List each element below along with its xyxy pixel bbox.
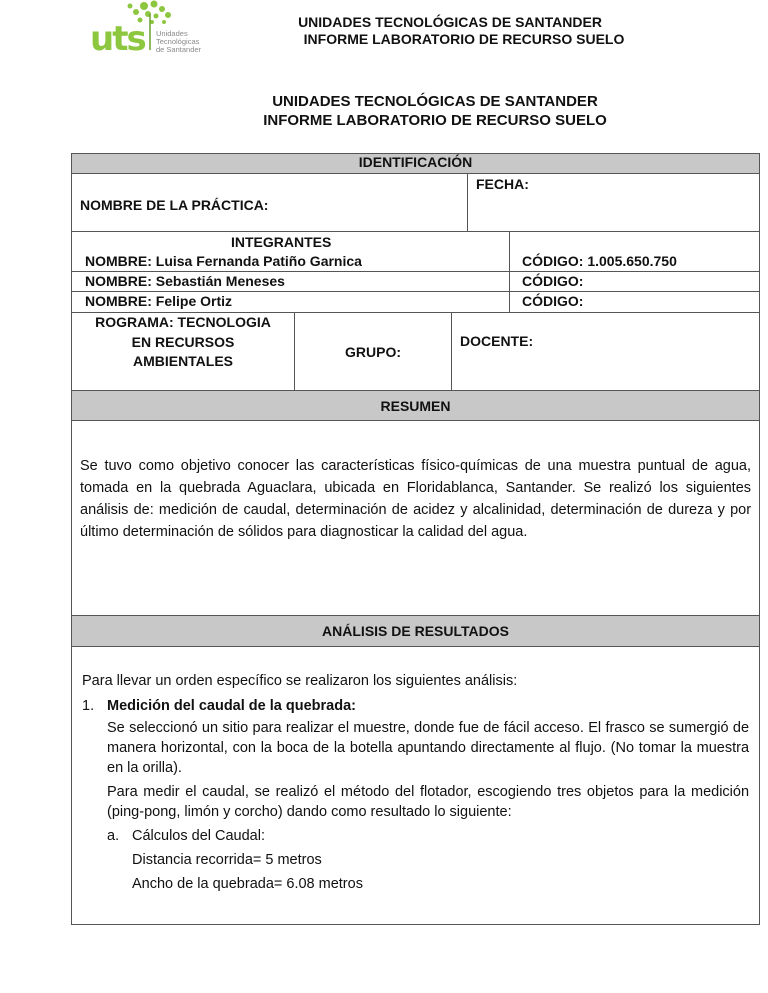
member-name-1: NOMBRE: Luisa Fernanda Patiño Garnica [85, 253, 362, 269]
analisis-heading: ANÁLISIS DE RESULTADOS [72, 616, 760, 647]
member-code-3: CÓDIGO: [510, 292, 760, 313]
member-name-2: NOMBRE: Sebastián Meneses [72, 272, 510, 292]
item-1-para-2: Para medir el caudal, se realizó el método del flotador, escogiendo tres objetos para la medición (ping-pong, limón y corcho) dando como resultado lo siguiente: [107, 784, 750, 820]
page-header [270, 14, 630, 48]
uts-logo [84, 0, 210, 62]
item-1-para-1: Se seleccionó un sitio para realizar el muestre, donde fue de fácil acceso. El frasco se sumergió de manera horizontal, con la boca de la botella apuntando directamente al flujo. (No tomar la muestra en la orilla). [107, 720, 750, 776]
sub-item-a-letter: a. [107, 828, 120, 844]
grupo-label: GRUPO: [295, 313, 452, 391]
programa-label: ROGRAMA: TECNOLOGIA EN RECURSOS AMBIENTALES [72, 313, 295, 391]
analisis-intro: Para llevar un orden específico se realizaron los siguientes análisis: [82, 673, 518, 689]
logo-letters: uts [90, 19, 145, 59]
resumen-heading: RESUMEN [72, 391, 760, 421]
fecha-label: FECHA: [468, 174, 760, 232]
docente-label: DOCENTE: [452, 313, 760, 391]
distancia-line: Distancia recorrida= 5 metros [132, 851, 322, 868]
item-1-number: 1. [82, 697, 95, 714]
item-1-title: Medición del caudal de la quebrada: [107, 697, 356, 714]
document-title [0, 92, 768, 130]
title-line-2: INFORME LABORATORIO DE RECURSO SUELO [263, 112, 607, 129]
sub-item-a [82, 826, 749, 847]
ancho-line: Ancho de la quebrada= 6.08 metros [132, 876, 363, 892]
header-line-2: INFORME LABORATORIO DE RECURSO SUELO [303, 31, 625, 47]
practica-label: NOMBRE DE LA PRÁCTICA: [72, 174, 468, 232]
integrantes-cell [72, 232, 510, 272]
logo-caption-3: de Santander [156, 45, 202, 54]
sub-item-a-title: Cálculos del Caudal: [132, 828, 265, 844]
identificacion-heading: IDENTIFICACIÓN [72, 154, 760, 174]
report-table [71, 153, 760, 925]
member-code-1: CÓDIGO: 1.005.650.750 [510, 232, 760, 272]
title-line-1: UNIDADES TECNOLÓGICAS DE SANTANDER [272, 93, 598, 110]
member-code-2: CÓDIGO: [510, 272, 760, 292]
item-1-heading [82, 696, 749, 717]
logo-caption-2: Tecnológicas [156, 37, 200, 46]
resumen-text: Se tuvo como objetivo conocer las características físico-químicas de una muestra puntual de agua, tomada en la quebrada Aguaclara, ubicada en Floridablanca, Santander. Se realizó los siguientes análisis de: medición de caudal, determinación de acidez y alcalinidad, determinación de dureza y por último determinación de sólidos para diagnosticar la calidad del agua. [72, 421, 760, 616]
analisis-body [72, 647, 760, 925]
logo-caption-1: Unidades [156, 29, 188, 38]
integrantes-heading: INTEGRANTES [231, 234, 332, 250]
member-name-3: NOMBRE: Felipe Ortiz [72, 292, 510, 313]
header-line-1: UNIDADES TECNOLÓGICAS DE SANTANDER [298, 14, 602, 30]
